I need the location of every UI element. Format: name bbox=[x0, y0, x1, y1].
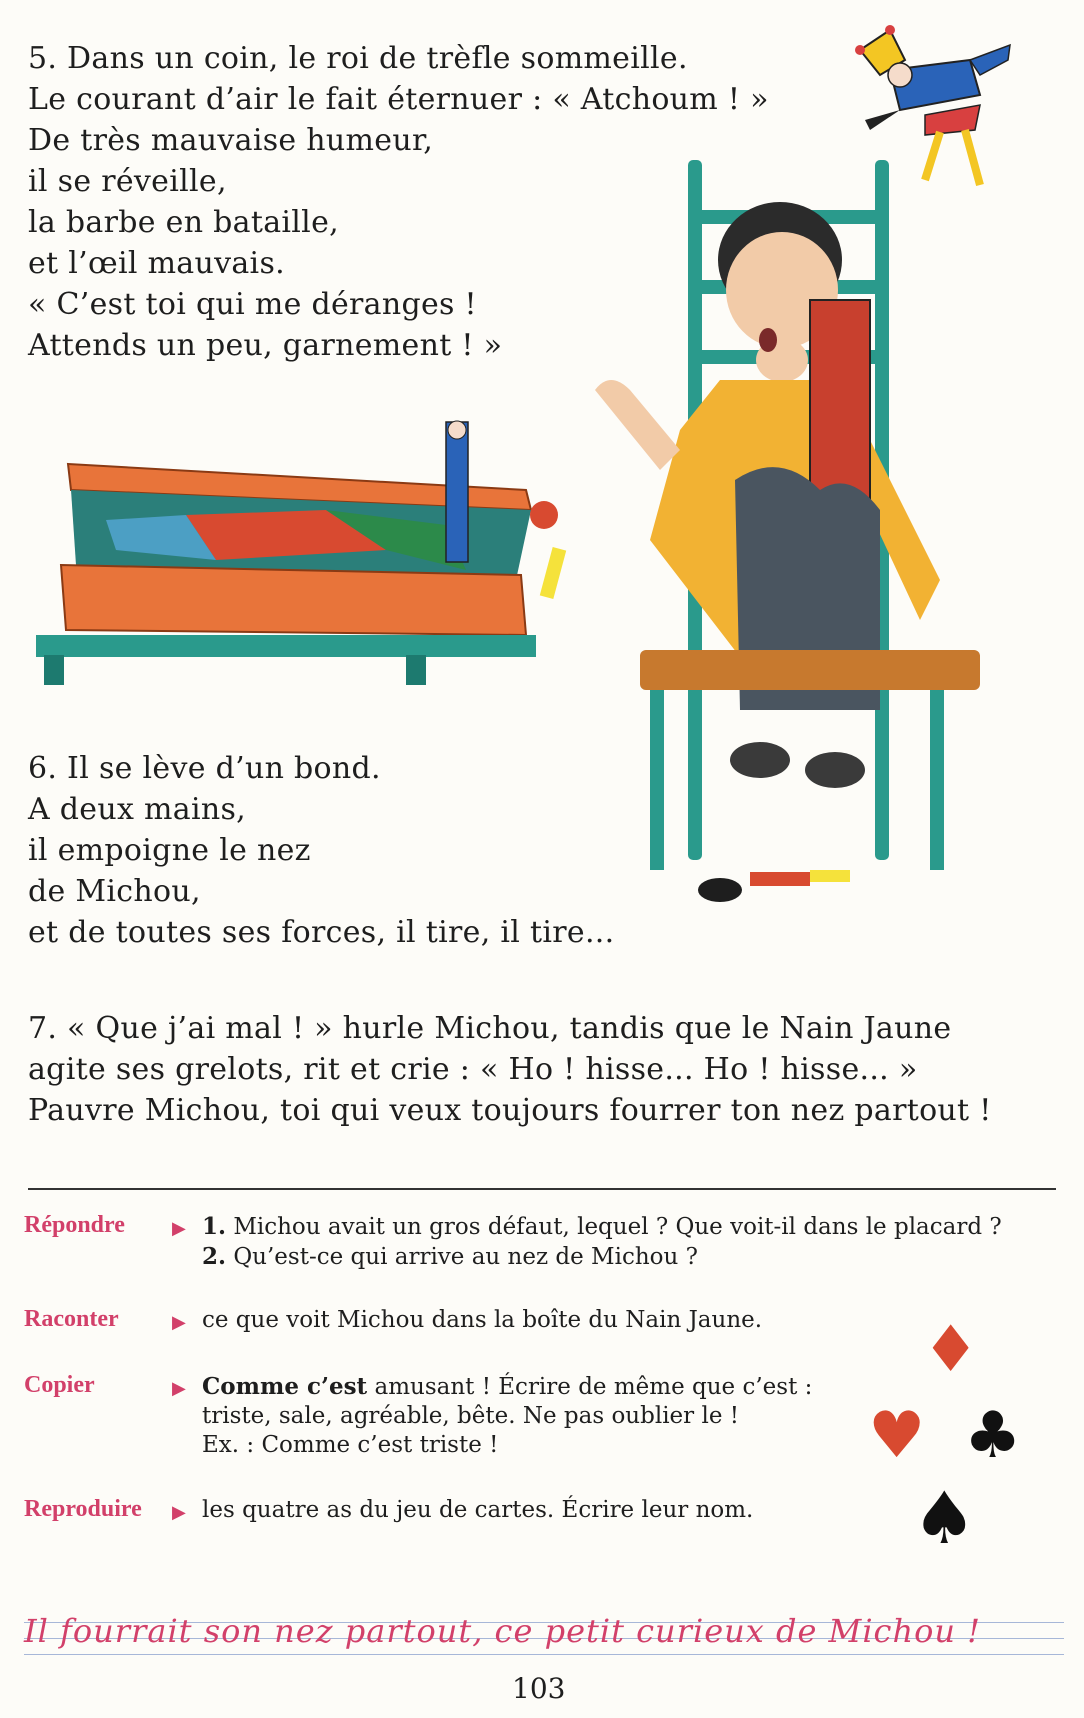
handwriting-text: Il fourrait son nez partout, ce petit curieux de Michou ! bbox=[24, 1612, 981, 1650]
stanza-line: De très mauvaise humeur, bbox=[28, 123, 434, 158]
arrow-icon: ▶ bbox=[172, 1312, 186, 1333]
arrow-icon: ▶ bbox=[172, 1502, 186, 1523]
spade-icon: ♠ bbox=[912, 1476, 977, 1560]
exercise-line: Ex. : Comme c’est triste ! bbox=[202, 1432, 499, 1458]
stanza-line: Attends un peu, garnement ! » bbox=[28, 328, 503, 363]
arrow-icon: ▶ bbox=[172, 1218, 186, 1239]
stanza-line: Pauvre Michou, toi qui veux toujours fourrer ton nez partout ! bbox=[28, 1093, 992, 1128]
stanza-line: 5. Dans un coin, le roi de trèfle sommeille. bbox=[28, 41, 688, 76]
stanza-6 bbox=[28, 748, 614, 953]
section-divider bbox=[28, 1188, 1056, 1190]
guide-line bbox=[24, 1654, 1064, 1655]
stanza-line: il se réveille, bbox=[28, 164, 227, 199]
stanza-line: Le courant d’air le fait éternuer : « Atchoum ! » bbox=[28, 82, 769, 117]
exercise-label-raconter: Raconter bbox=[24, 1306, 119, 1332]
question-text: Michou avait un gros défaut, lequel ? Que voit-il dans le placard ? bbox=[233, 1214, 1002, 1240]
stanza-line: il empoigne le nez bbox=[28, 833, 311, 868]
diamond-icon: ♦ bbox=[922, 1313, 980, 1387]
stanza-line: agite ses grelots, rit et crie : « Ho ! hisse... Ho ! hisse... » bbox=[28, 1052, 918, 1087]
exercise-text-raconter bbox=[202, 1306, 762, 1335]
question-text: Qu’est-ce qui arrive au nez de Michou ? bbox=[233, 1244, 698, 1270]
exercise-line: ce que voit Michou dans la boîte du Nain Jaune. bbox=[202, 1307, 763, 1333]
exercise-line: triste, sale, agréable, bête. Ne pas oublier le ! bbox=[202, 1403, 739, 1429]
exercise-label-repondre: Répondre bbox=[24, 1212, 125, 1238]
stanza-line: 7. « Que j’ai mal ! » hurle Michou, tandis que le Nain Jaune bbox=[28, 1011, 952, 1046]
stanza-line: « C’est toi qui me déranges ! bbox=[28, 287, 477, 322]
exercise-line: amusant ! Écrire de même que c’est : bbox=[367, 1374, 813, 1400]
stanza-line: et l’œil mauvais. bbox=[28, 246, 285, 281]
arrow-icon: ▶ bbox=[172, 1378, 186, 1399]
heart-icon: ♥ bbox=[868, 1399, 926, 1473]
stanza-line: de Michou, bbox=[28, 874, 201, 909]
question-number: 1. bbox=[202, 1213, 227, 1240]
stanza-line: A deux mains, bbox=[28, 792, 247, 827]
exercise-label-reproduire: Reproduire bbox=[24, 1496, 142, 1522]
exercise-text-repondre bbox=[202, 1212, 1002, 1272]
page-number: 103 bbox=[512, 1672, 566, 1705]
stanza-7 bbox=[28, 1008, 992, 1131]
exercise-text-reproduire bbox=[202, 1496, 753, 1525]
exercise-label-copier: Copier bbox=[24, 1372, 95, 1398]
exercise-text-copier bbox=[202, 1372, 812, 1460]
exercise-line: les quatre as du jeu de cartes. Écrire leur nom. bbox=[202, 1497, 754, 1523]
copy-model: Comme c’est bbox=[202, 1373, 368, 1400]
game-box-illustration bbox=[26, 420, 556, 690]
stanza-line: 6. Il se lève d’un bond. bbox=[28, 751, 381, 786]
question-number: 2. bbox=[202, 1243, 227, 1270]
stanza-line: et de toutes ses forces, il tire, il tire... bbox=[28, 915, 615, 950]
handwriting-line bbox=[24, 1606, 1064, 1670]
stanza-line: la barbe en bataille, bbox=[28, 205, 339, 240]
club-icon: ♣ bbox=[964, 1399, 1022, 1473]
